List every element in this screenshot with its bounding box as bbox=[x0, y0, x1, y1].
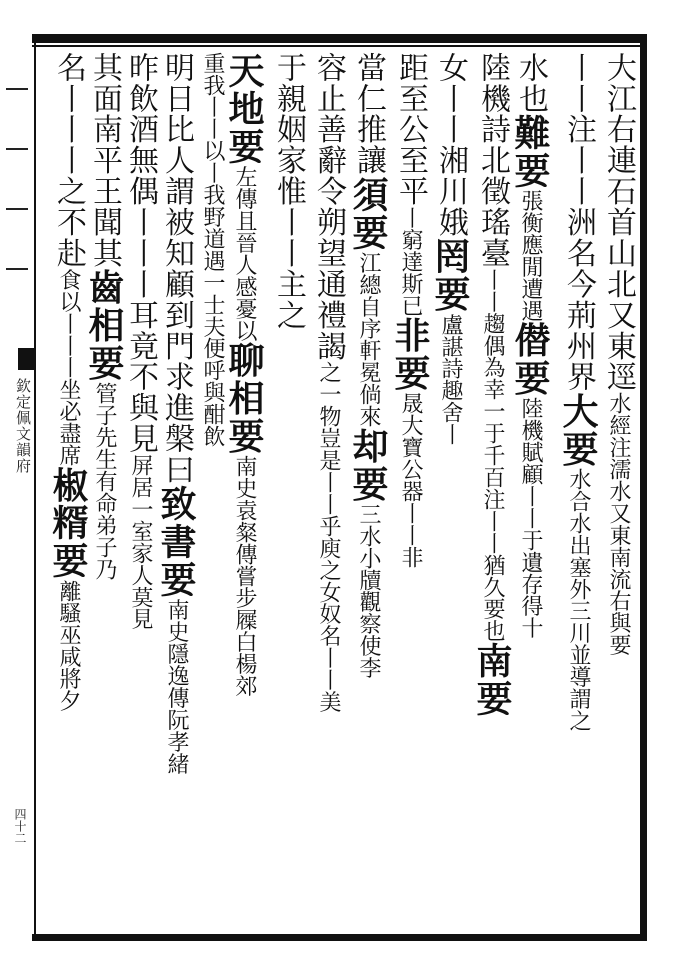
bottom-border bbox=[32, 934, 646, 941]
annotation-run: 丨丨趨偶為幸 bbox=[480, 268, 505, 401]
text-run: 丨丨注丨丨洲名今荊州界 bbox=[561, 52, 596, 393]
annotation-run: 南史隱逸傳阮孝緒 bbox=[164, 598, 189, 775]
entry-heading: 却要 bbox=[347, 427, 389, 504]
page-number: 四十二 bbox=[13, 808, 27, 844]
text-run: 昨飲酒無偶丨丨丨耳竟不與見 bbox=[123, 52, 158, 455]
annotation-run: 管子先生有命弟子乃 bbox=[92, 382, 117, 580]
entry-heading: 致書要 bbox=[155, 485, 197, 599]
annotation-run: 水經注濡水又東南流右與要 bbox=[606, 392, 631, 656]
text-run: 水也 bbox=[513, 52, 548, 114]
annotation-run: 左傳且晉人感憂以 bbox=[232, 165, 257, 342]
annotation-run: 丨窮達斯已 bbox=[398, 206, 423, 317]
book-title: 欽定佩文韻府 bbox=[14, 378, 32, 474]
text-column-9 bbox=[266, 52, 310, 930]
margin-mark bbox=[6, 88, 28, 90]
entry-heading: 南要 bbox=[471, 641, 513, 718]
text-run: 陸機詩北徵瑤臺 bbox=[475, 52, 510, 269]
margin-mark bbox=[6, 208, 28, 210]
text-run: 于親姻家惟丨丨主之 bbox=[271, 52, 306, 331]
entry-heading: 難要 bbox=[509, 113, 551, 190]
entry-heading: 聊相要 bbox=[223, 341, 265, 456]
text-run: 容止善辭令朔望通禮謁 bbox=[311, 52, 346, 362]
annotation-run: 庾之女奴名丨丨美 bbox=[316, 537, 341, 713]
entry-heading: 罔要 bbox=[429, 237, 471, 314]
right-border bbox=[640, 34, 647, 941]
annotation-run: 食以丨丨丨坐必盡席 bbox=[56, 268, 81, 467]
fish-tail-mark bbox=[18, 348, 34, 370]
text-run: 名丨丨丨之不赴 bbox=[51, 52, 86, 269]
annotation-run: 水合水出塞外三川並導謂之 bbox=[566, 468, 591, 732]
top-border bbox=[32, 34, 646, 43]
text-column-5 bbox=[428, 52, 472, 930]
entry-heading: 大要 bbox=[557, 392, 599, 469]
entry-heading: 須要 bbox=[347, 175, 389, 252]
annotation-run: 三水小牘觀察使李 bbox=[356, 503, 381, 679]
entry-heading: 齒相要 bbox=[83, 268, 125, 383]
left-border bbox=[34, 34, 36, 941]
annotation-run: 野道遇一士夫便呼與酣飲 bbox=[200, 205, 225, 448]
annotation-run: 離騷巫咸將夕 bbox=[56, 579, 81, 712]
annotation-run: 江總自序軒冕倘來 bbox=[356, 251, 381, 428]
annotation-run: 重我丨丨以丨我 bbox=[200, 52, 225, 206]
text-run: 其面南平王聞其 bbox=[87, 52, 122, 269]
text-column-6 bbox=[388, 52, 432, 930]
annotation-run: 南史袁粲傳嘗步屧白楊郊 bbox=[232, 455, 257, 697]
text-run: 明日比人謂被知顧到門求進槃曰 bbox=[159, 52, 194, 486]
annotation-run: 屏居一室家人莫見 bbox=[128, 454, 153, 630]
text-run: 女丨丨湘川娥 bbox=[433, 52, 468, 238]
text-run: 大江右連石首山北又東逕 bbox=[601, 52, 636, 393]
text-column-15 bbox=[46, 52, 90, 930]
text-run: 距至公至平 bbox=[393, 52, 428, 207]
entry-heading: 椒糈要 bbox=[47, 466, 89, 580]
text-run: 當仁推讓 bbox=[351, 52, 386, 176]
margin-mark bbox=[6, 268, 28, 270]
text-column-4 bbox=[470, 52, 514, 930]
text-column-7 bbox=[346, 52, 390, 930]
entry-heading: 天地要 bbox=[223, 52, 265, 166]
annotation-run: 陸機賦顧丨丨于遺存得十 bbox=[518, 397, 543, 639]
annotation-run: 張衡應閒遭遇 bbox=[518, 189, 543, 322]
entry-heading: 僣要 bbox=[509, 321, 551, 398]
page-margin bbox=[0, 48, 34, 938]
text-column-2 bbox=[556, 52, 600, 930]
annotation-run: 盧諶詩趣舍丨 bbox=[438, 313, 463, 446]
margin-mark bbox=[6, 148, 28, 150]
text-column-8 bbox=[306, 52, 350, 930]
annotation-run: 一于千百注丨丨猶久要也 bbox=[480, 400, 505, 642]
entry-heading: 非要 bbox=[389, 316, 431, 393]
annotation-run: 之一物豈是丨丨乎 bbox=[316, 361, 341, 538]
annotation-run: 晟大寶公器丨丨非 bbox=[398, 392, 423, 568]
top-border-inner bbox=[32, 45, 646, 47]
text-column-3 bbox=[508, 52, 552, 930]
text-column-1 bbox=[596, 52, 640, 930]
